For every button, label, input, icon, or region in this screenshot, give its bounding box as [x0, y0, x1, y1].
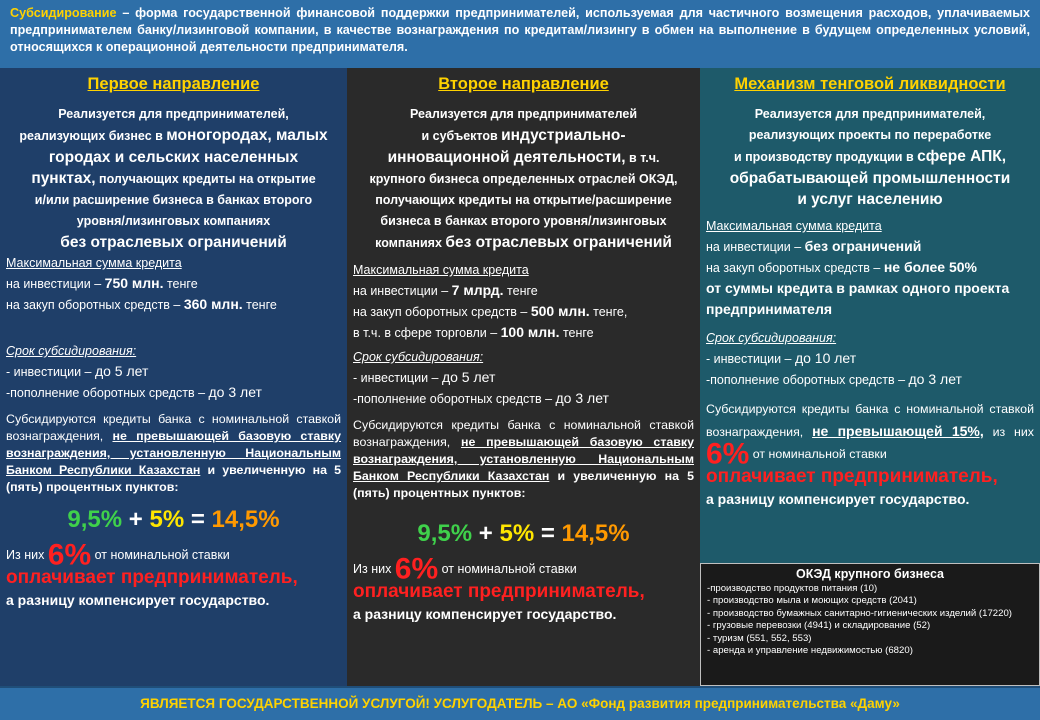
text: Субсидируются кредиты банка с номинальной ставкой вознаграждения,	[706, 402, 1034, 439]
intro-highlight: без отраслевых ограничений	[60, 234, 287, 251]
term-section	[353, 347, 694, 409]
label: в т.ч. в сфере торговли –	[353, 326, 501, 340]
list-item: -производство продуктов питания (10)	[707, 583, 878, 594]
intro-highlight: индустриально-	[501, 127, 626, 144]
intro-line: и субъектов	[421, 129, 502, 143]
unit: тенге,	[589, 305, 628, 319]
label: - инвестиции –	[706, 352, 795, 366]
margin-rate: 5%	[149, 506, 185, 533]
text: Из них	[353, 562, 395, 576]
text: от номинальной ставки	[438, 562, 577, 576]
tenge-liquidity-heading: Механизм тенговой ликвидности	[734, 75, 1006, 93]
list-item: - аренда и управление недвижимостью (6820)	[707, 645, 913, 657]
text: Субсидируются кредиты банка с номинальной ставкой вознаграждения,	[353, 418, 694, 449]
intro-highlight: пунктах,	[31, 170, 96, 187]
first-direction-column	[0, 68, 347, 686]
label: на инвестиции –	[353, 284, 452, 298]
okved-list	[707, 583, 1033, 657]
intro-highlight: обрабатывающей промышленности	[729, 170, 1011, 187]
value: до 3 лет	[908, 371, 962, 387]
value: 750 млн.	[104, 275, 164, 291]
intro-line: реализующих бизнес в	[19, 129, 167, 143]
label: на закуп оборотных средств –	[353, 305, 531, 319]
equals: =	[184, 506, 212, 533]
term-title: Срок субсидирования:	[706, 331, 837, 345]
intro-line: реализующих проекты по переработке	[748, 128, 992, 142]
intro-highlight: городах и сельских населенных	[48, 149, 299, 166]
value: до 5 лет	[94, 363, 149, 379]
second-direction-column	[347, 68, 700, 686]
value: 7 млрд.	[451, 282, 504, 298]
intro-highlight: инновационной деятельности,	[387, 149, 626, 166]
payment-section	[706, 466, 1034, 510]
intro-highlight: сфере АПК,	[917, 148, 1007, 165]
first-direction-intro	[6, 104, 341, 253]
okved-title: ОКЭД крупного бизнеса	[795, 567, 945, 581]
intro-highlight: моногородах, малых	[166, 127, 328, 144]
value: 500 млн.	[530, 303, 590, 319]
label: -пополнение оборотных средств –	[706, 373, 909, 387]
max-credit-title: Максимальная сумма кредита	[353, 263, 529, 277]
value: без ограничений	[804, 238, 922, 254]
value: не более 50%	[883, 259, 978, 275]
label: на инвестиции –	[706, 240, 805, 254]
total-rate: 14,5%	[211, 506, 280, 533]
value: до 3 лет	[208, 384, 262, 400]
total-rate: 14,5%	[561, 520, 630, 547]
intro-line: получающих кредиты на открытие	[95, 172, 316, 186]
text: от номинальной ставки	[749, 447, 887, 461]
entrepreneur-pays: оплачивает предприниматель,	[706, 465, 998, 487]
underlined-text: не превышающей базовую ставку вознаграждения, установленную Национальным Банком Республики Казахстан	[353, 435, 694, 483]
okved-box	[700, 563, 1040, 686]
text: и увеличенную на 5 (пять) процентных пунктов:	[353, 469, 695, 500]
base-rate: 9,5%	[417, 520, 473, 547]
unit: тенге	[242, 298, 277, 312]
intro-line: получающих кредиты на открытие/расширение	[375, 193, 672, 207]
label: - инвестиции –	[6, 365, 95, 379]
state-compensates: а разницу компенсирует государство.	[706, 490, 970, 507]
unit: тенге	[503, 284, 538, 298]
intro-line: в т.ч.	[625, 151, 660, 165]
state-compensates: а разницу компенсирует государство.	[6, 591, 270, 608]
term-title: Срок субсидирования:	[353, 350, 484, 364]
second-direction-heading: Второе направление	[438, 75, 609, 93]
entrepreneur-pays: оплачивает предприниматель,	[6, 566, 298, 588]
intro-line: уровня/лизинговых компаниях	[76, 214, 271, 228]
value: 100 млн.	[500, 324, 560, 340]
label: на закуп оборотных средств –	[6, 298, 184, 312]
definition-banner	[0, 0, 1040, 68]
underlined-text: не превышающей 15%,	[812, 423, 984, 439]
rate-formula	[353, 520, 694, 548]
plus: +	[122, 506, 150, 533]
label: - инвестиции –	[353, 371, 442, 385]
list-item: - туризм (551, 552, 553)	[707, 632, 812, 644]
margin-rate: 5%	[499, 520, 535, 547]
intro-line: компаниях	[375, 236, 446, 250]
intro-line: Реализуется для предпринимателей	[409, 107, 638, 121]
label: -пополнение оборотных средств –	[6, 386, 209, 400]
list-item: - грузовые перевозки (4941) и складирование (52)	[707, 620, 931, 632]
intro-line: и/или расширение бизнеса в банках второго	[34, 193, 313, 207]
label: -пополнение оборотных средств –	[353, 392, 556, 406]
rate-paragraph	[6, 411, 341, 496]
max-credit-section	[6, 253, 341, 315]
value: до 3 лет	[555, 390, 609, 406]
unit: тенге	[559, 326, 594, 340]
list-item: - производство мыла и моющих средств (2041)	[707, 595, 917, 607]
plus: +	[472, 520, 500, 547]
payment-section	[353, 552, 694, 625]
intro-highlight: и услуг населению	[797, 191, 943, 208]
definition-text: – форма государственной финансовой поддержки предпринимателей, используемая для частичного возмещения расходов, уплачиваемых предпринимателем банку/лизинговой компании, в качестве вознаграждения по кредитам/лизингу в обмен на выполнение в будущем определенных условий, относящихся к операционной деятельности предпринимателя.	[10, 6, 1030, 54]
text: Субсидируются кредиты банка с номинальной ставкой вознаграждения,	[6, 412, 341, 443]
text: от номинальной ставки	[91, 548, 230, 562]
value: до 5 лет	[441, 369, 496, 385]
definition-term: Субсидирование	[10, 6, 117, 20]
second-direction-intro	[353, 104, 694, 254]
entrepreneur-pays: оплачивает предприниматель,	[353, 580, 645, 602]
state-compensates: а разницу компенсирует государство.	[353, 605, 617, 622]
rate-paragraph	[353, 417, 694, 502]
label: на закуп оборотных средств –	[706, 261, 884, 275]
intro-line: Реализуется для предпринимателей,	[58, 107, 289, 121]
intro-line: Реализуется для предпринимателей,	[754, 107, 986, 121]
max-credit-section	[353, 260, 694, 343]
rate-formula	[6, 506, 341, 534]
intro-line: бизнеса в банках второго уровня/лизинговых	[380, 214, 667, 228]
intro-line: и производству продукции в	[733, 150, 918, 164]
intro-highlight: без отраслевых ограничений	[445, 234, 672, 251]
intro-line: крупного бизнеса определенных отраслей ОКЭД,	[369, 172, 678, 186]
value: 360 млн.	[183, 296, 243, 312]
tenge-liquidity-intro	[706, 104, 1034, 210]
term-section	[706, 328, 1034, 390]
first-direction-heading: Первое направление	[87, 75, 260, 93]
value: до 10 лет	[794, 350, 857, 366]
entrepreneur-rate: 6%	[47, 538, 92, 572]
rate-paragraph	[706, 398, 1034, 471]
base-rate: 9,5%	[67, 506, 123, 533]
term-title: Срок субсидирования:	[6, 344, 137, 358]
term-section	[6, 341, 341, 403]
label: на инвестиции –	[6, 277, 105, 291]
payment-section	[6, 538, 341, 611]
text: Из них	[6, 548, 48, 562]
entrepreneur-rate: 6%	[394, 552, 439, 586]
max-credit-title: Максимальная сумма кредита	[706, 219, 882, 233]
text: из них	[983, 425, 1034, 439]
max-credit-title: Максимальная сумма кредита	[6, 256, 182, 270]
entrepreneur-rate: 6%	[706, 437, 750, 471]
unit: тенге	[163, 277, 198, 291]
list-item: - производство бумажных санитарно-гигиенических изделий (17220)	[707, 607, 1012, 619]
value: от суммы кредита в рамках одного проекта предпринимателя	[706, 280, 1010, 317]
footer-banner: ЯВЛЯЕТСЯ ГОСУДАРСТВЕННОЙ УСЛУГОЙ! УСЛУГОДАТЕЛЬ – АО «Фонд развития предпринимательства «Даму»	[0, 688, 1040, 720]
text: и увеличенную на 5 (пять) процентных пунктов:	[6, 463, 342, 494]
max-credit-section	[706, 216, 1034, 320]
equals: =	[534, 520, 562, 547]
underlined-text: не превышающей базовую ставку вознаграждения, установленную Национальным Банком Республики Казахстан	[6, 429, 341, 477]
